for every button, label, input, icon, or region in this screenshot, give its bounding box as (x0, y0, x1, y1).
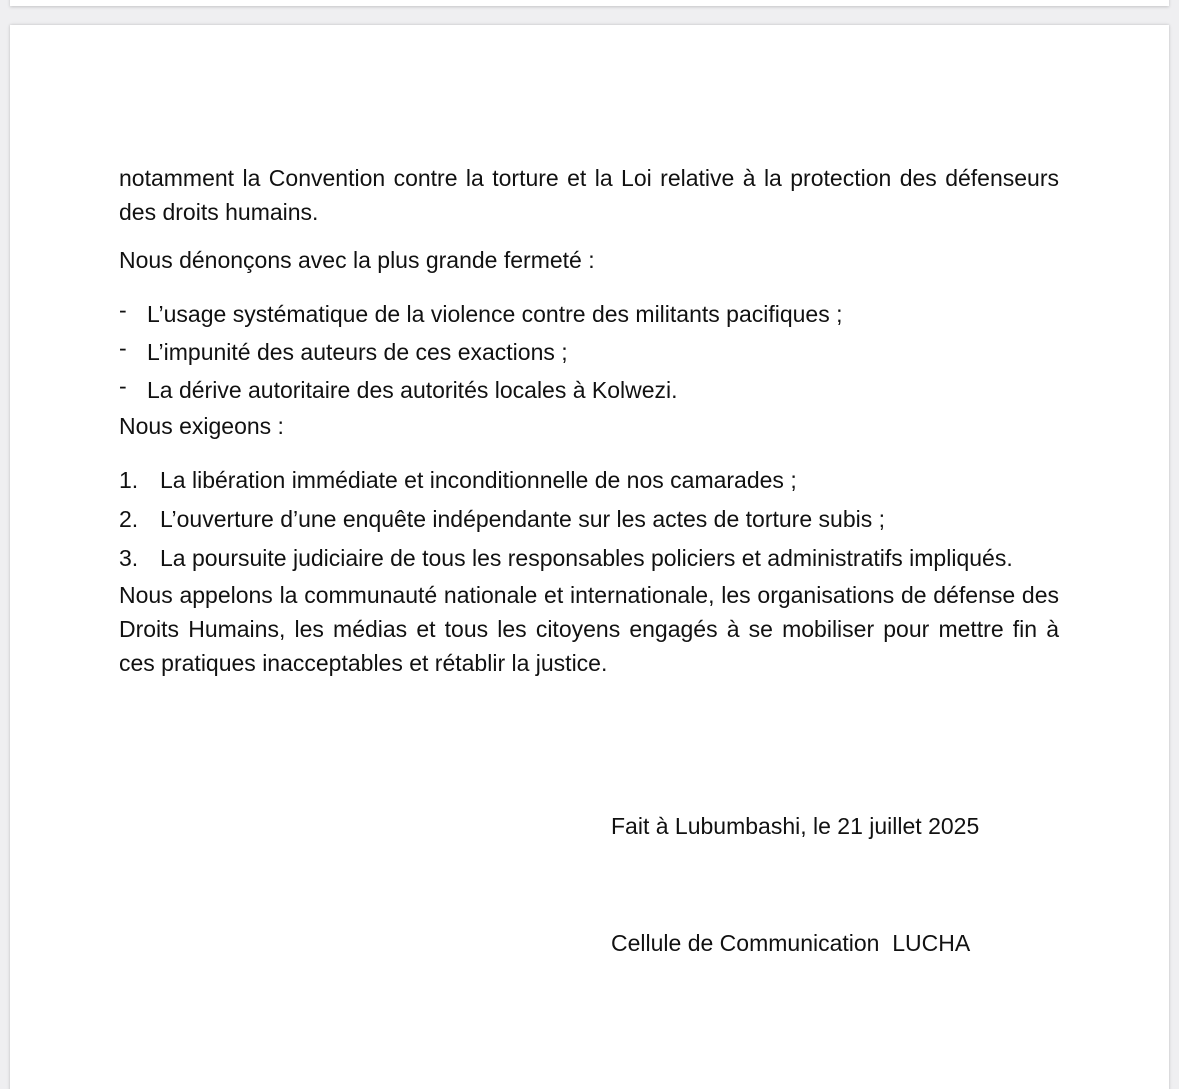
signature-block (611, 729, 979, 1041)
list-item (119, 333, 1059, 371)
list-item-text: L’impunité des auteurs de ces exactions ; (147, 339, 568, 365)
list-item-text: L’usage systématique de la violence contre des militants pacifiques ; (147, 301, 843, 327)
list-item (119, 295, 1059, 333)
author-line: Cellule de Communication LUCHA (611, 930, 971, 956)
list-item (119, 371, 1059, 409)
dash-bullet: - (119, 297, 127, 323)
list-number: 3. (119, 545, 139, 571)
list-item-text: L’ouverture d’une enquête indépendante sur les actes de torture subis ; (160, 506, 885, 532)
document-page (10, 25, 1169, 1089)
appeal-paragraph: Nous appelons la communauté nationale et internationale, les organisations de défense des Droits Humains, les médias et tous les citoyens engagés à se mobiliser pour mettre fin à ces pratiques inacceptables et rétablir la justice. (119, 582, 1059, 676)
list-item-text: La dérive autoritaire des autorités locales à Kolwezi. (147, 377, 678, 403)
denounce-heading: Nous dénonçons avec la plus grande fermeté : (119, 247, 595, 273)
list-item (119, 539, 1059, 578)
demand-list (119, 461, 1059, 578)
dash-bullet: - (119, 335, 127, 361)
place-date-line: Fait à Lubumbashi, le 21 juillet 2025 (611, 813, 980, 839)
denounce-list (119, 295, 1059, 409)
page-body (119, 161, 1059, 680)
list-item-text: La poursuite judiciaire de tous les responsables policiers et administratifs impliqués. (160, 545, 1013, 571)
list-number: 2. (119, 506, 139, 532)
previous-page-edge (10, 0, 1169, 6)
list-item (119, 500, 1059, 539)
list-item-text: La libération immédiate et inconditionnelle de nos camarades ; (160, 467, 797, 493)
intro-paragraph: notamment la Convention contre la torture et la Loi relative à la protection des défenseurs des droits humains. (119, 165, 1059, 225)
dash-bullet: - (119, 373, 127, 399)
list-number: 1. (119, 467, 139, 493)
list-item (119, 461, 1059, 500)
demand-heading: Nous exigeons : (119, 413, 284, 439)
